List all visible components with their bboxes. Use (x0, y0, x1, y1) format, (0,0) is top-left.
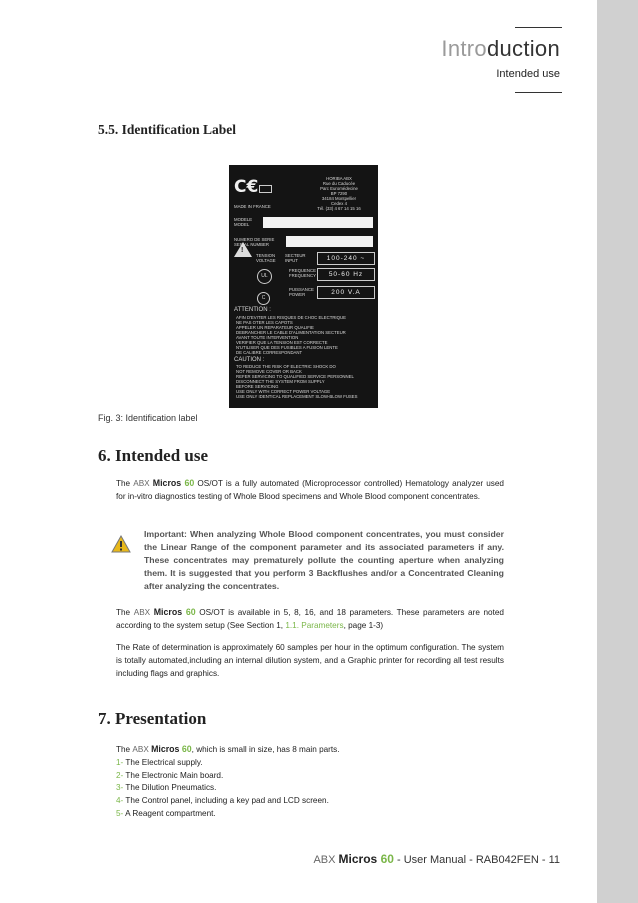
footer-micros: Micros (338, 852, 381, 866)
para-text: The (116, 608, 134, 617)
list-item (116, 808, 340, 821)
list-item-text: The Dilution Pneumatics. (123, 783, 217, 793)
list-item (116, 757, 340, 770)
label-attention-line: VERIFIER QUE LA TENSION EST CORRECTE (236, 340, 328, 345)
label-caution-line: USE ONLY IDENTICAL REPLACEMENT SLOW-BLOW FUSES (236, 394, 358, 399)
label-company-line: Tél. (33) 4 67 14 15 16 (317, 206, 361, 211)
product-abx: ABX (132, 745, 152, 754)
label-puissance: PUISSANCE (289, 287, 314, 292)
page-title (441, 36, 560, 62)
label-attention-line: DE CALIBRE CORRESPONDANT (236, 350, 303, 355)
label-caution-line: BEFORE SERVICING (236, 384, 279, 389)
list-item-number: 1- (116, 757, 124, 767)
list-item-number: 3- (116, 783, 124, 793)
label-attention-title: ATTENTION : (234, 307, 271, 313)
label-voltage: VOLTAGE (256, 258, 276, 263)
list-item-text: The Electrical supply. (123, 757, 203, 767)
list-item-text: The Electronic Main board. (123, 770, 224, 780)
list-item-number: 5- (116, 808, 124, 818)
presentation-intro (116, 743, 340, 757)
label-caution-block (236, 364, 358, 399)
figure-caption: Fig. 3: Identification label (98, 413, 198, 423)
intended-use-paragraph-2 (116, 606, 504, 632)
page-subtitle: Intended use (496, 68, 560, 80)
header-top-rule (515, 27, 562, 28)
list-item (116, 782, 340, 795)
page-title-dark: duction (486, 36, 560, 61)
product-abx: ABX (133, 608, 154, 617)
product-60: 60 (181, 744, 192, 754)
para-text: OS/OT is a fully automated (Microprocessor controlled) Hematology analyzer used for in-vitro diagnostics testing of Whole Blood specimens and Whole Blood component concentrates. (116, 479, 504, 501)
ce-mark-icon: C€ (234, 177, 259, 197)
label-frequency-value: 50-60 Hz (317, 268, 375, 281)
label-caution-line: USE ONLY WITH CORRECT POWER VOLTAGE (236, 389, 331, 394)
csa-mark-icon: C (257, 292, 270, 305)
parameters-link[interactable]: 1.1. Parameters (285, 621, 344, 630)
para-text: OS/OT is available in 5, 8, 16, and 18 parameters. These parameters are noted according to the system setup (See Section 1, (116, 608, 504, 630)
label-attention-block (236, 315, 346, 355)
page-title-light: Intro (441, 36, 487, 61)
label-company-line: Parc Euromédecine (320, 186, 358, 191)
product-micros: Micros (151, 744, 182, 754)
list-item-text: A Reagent compartment. (123, 808, 216, 818)
label-model: MODEL (234, 222, 250, 227)
label-tension: TENSION (256, 253, 276, 258)
device-symbol-icon (259, 185, 272, 193)
para-text: , page 1-3) (343, 621, 384, 630)
intended-use-paragraph-3: The Rate of determination is approximately 60 samples per hour in the optimum configuration. The system is totally automated,including an internal dilution system, and a Graphic printer for recording all test results including flags and graphics. (116, 643, 504, 678)
label-power-value: 200 V.A (317, 286, 375, 299)
label-caution-line: DISCONNECT THE SYSTEM FROM SUPPLY (236, 379, 325, 384)
product-micros: Micros (153, 607, 186, 617)
para-text: The (116, 745, 133, 754)
label-company-line: BP 7290 (330, 191, 348, 196)
footer-60: 60 (380, 852, 394, 866)
warning-icon (111, 535, 131, 553)
label-voltage-value: 100-240 ~ (317, 252, 375, 265)
product-micros: Micros (152, 478, 185, 488)
label-attention-line: AVANT TOUTE INTERVENTION (236, 335, 299, 340)
label-serial-field (286, 236, 373, 247)
label-frequence: FREQUENCE (289, 268, 316, 273)
presentation-list (116, 743, 340, 821)
label-attention-line: AFIN D'EVITER LES RISQUES DE CHOC ELECTRIQUE (236, 315, 346, 320)
label-numero-serie: NUMERO DE SERIE (234, 237, 275, 242)
label-company-line: HORIBA ABX (326, 176, 352, 181)
label-company-line: 34184 Montpellier (321, 196, 357, 201)
identification-label-image (229, 165, 378, 408)
label-made-in: MADE IN FRANCE (234, 204, 271, 209)
section-7-heading: 7. Presentation (98, 709, 207, 728)
page-footer (313, 852, 560, 866)
product-abx: ABX (133, 479, 153, 488)
footer-manual-info: - User Manual - RAB042FEN - 11 (393, 854, 560, 866)
list-item-text: The Control panel, including a key pad and LCD screen. (123, 796, 329, 806)
para-text: The (116, 479, 134, 488)
section-5-5-heading: 5.5. Identification Label (98, 122, 237, 137)
label-attention-line: N'UTILISER QUE DES FUSIBLES A FUSION LENTE (236, 345, 338, 350)
label-caution-line: TO REDUCE THE RISK OF ELECTRIC SHOCK DO (236, 364, 336, 369)
page-side-bar (597, 0, 638, 903)
label-attention-line: DEBRANCHER LE CABLE D'ALIMENTATION SECTEUR (236, 330, 346, 335)
header-bottom-rule (515, 92, 562, 93)
product-60: 60 (185, 607, 196, 617)
label-company-line: Cedex 4 (330, 201, 347, 206)
footer-abx: ABX (313, 854, 339, 866)
label-frequency: FREQUENCY (289, 273, 316, 278)
label-caution-line: REFER SERVICING TO QUALIFIED SERVICE PERSONNEL (236, 374, 354, 379)
label-modele: MODELE (234, 217, 253, 222)
warning-mark: ! (241, 247, 244, 254)
intended-use-paragraph-1 (116, 477, 504, 503)
important-note: Important: When analyzing Whole Blood component concentrates, you must consider the Linear Range of the component parameter and its associated parameters if any. These concentrates may prematurely pollute the counting aperture when analyzing them. It is suggested that you perform 3 Backflushes and/or a Concentrated Cleaning after analyzing the concentrates. (144, 529, 504, 591)
label-input: INPUT (285, 258, 298, 263)
list-item (116, 770, 340, 783)
label-power: POWER (289, 292, 306, 297)
label-company-block (306, 176, 372, 211)
product-60: 60 (184, 478, 195, 488)
para-text: , which is small in size, has 8 main parts. (191, 745, 340, 754)
list-item-number: 2- (116, 770, 124, 780)
list-item (116, 795, 340, 808)
label-attention-line: APPELER UN REPARATEUR QUALIFIE (236, 325, 314, 330)
label-model-field (263, 217, 373, 228)
ul-mark-icon: UL (257, 269, 272, 284)
label-serial-number: SERIAL NUMBER (234, 242, 269, 247)
list-item-number: 4- (116, 796, 124, 806)
label-secteur: SECTEUR (285, 253, 306, 258)
label-caution-title: CAUTION : (234, 357, 265, 363)
label-company-line: Rue du Caducée (322, 181, 356, 186)
label-caution-line: NOT REMOVE COVER OR BACK (236, 369, 302, 374)
label-attention-line: NE PAS OTER LES CAPOTS (236, 320, 293, 325)
section-6-heading: 6. Intended use (98, 446, 209, 465)
